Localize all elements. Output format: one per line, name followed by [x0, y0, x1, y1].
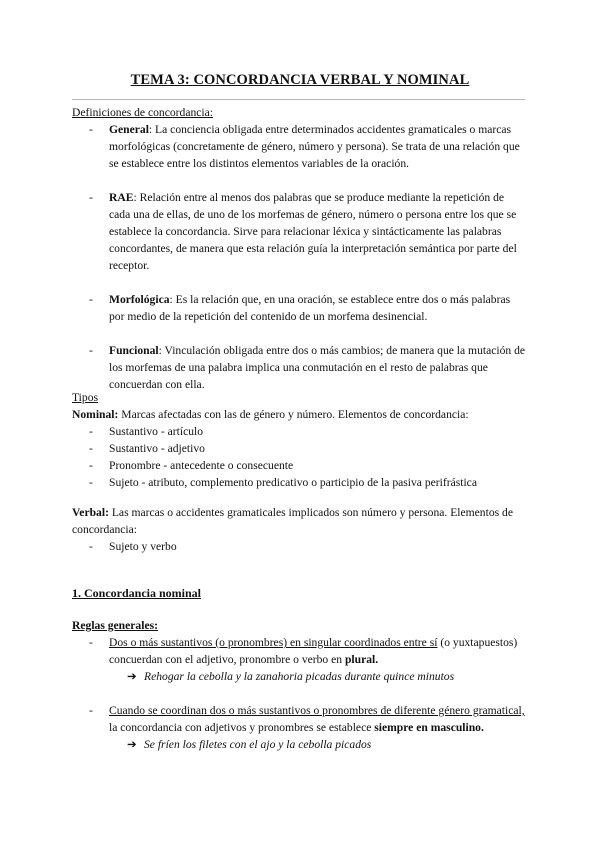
list-item-text: Sustantivo - artículo	[109, 425, 204, 438]
nominal-paragraph	[72, 406, 528, 423]
rule-bold: plural.	[344, 653, 379, 666]
title-divider	[72, 99, 525, 100]
rule-text: la concordancia con adjetivos y pronombres se establece	[109, 721, 375, 734]
section-1	[72, 585, 528, 602]
dash-bullet: -	[89, 442, 93, 455]
rule-underlined: Dos o más sustantivos (o pronombres) en singular coordinados entre sí	[109, 636, 438, 649]
definitions-section	[72, 104, 528, 393]
arrow-icon: ➔	[127, 738, 137, 751]
example-text: Rehogar la cebolla y la zanahoria picadas durante quince minutos	[144, 670, 455, 683]
rule-item	[72, 634, 528, 668]
dash-bullet: -	[89, 191, 93, 204]
nominal-label: Nominal:	[72, 408, 119, 421]
rule-item	[72, 702, 528, 736]
definition-item	[72, 121, 528, 172]
nominal-text: Marcas afectadas con las de género y número. Elementos de concordancia:	[118, 408, 469, 421]
example-item	[72, 736, 528, 753]
definition-item	[72, 189, 528, 274]
verbal-paragraph	[72, 504, 528, 538]
dash-bullet: -	[89, 476, 93, 489]
definition-item	[72, 342, 528, 393]
dash-bullet: -	[89, 425, 93, 438]
rule-underlined: Cuando se coordinan dos o más sustantivos o pronombres de diferente género gramatical,	[109, 704, 525, 717]
example-item	[72, 668, 528, 685]
dash-bullet: -	[89, 636, 93, 649]
list-item	[72, 423, 528, 440]
definition-text: : La conciencia obligada entre determinados accidentes gramaticales o marcas morfológicas (concretamente de género, número y persona). Se trata de una relación que se establece entre los distintos elementos variables de la oración.	[109, 123, 520, 170]
definition-term: Morfológica	[109, 293, 170, 306]
tipos-section	[72, 389, 528, 491]
tipos-heading: Tipos	[72, 391, 99, 404]
list-item-text: Sustantivo - adjetivo	[109, 442, 205, 455]
rule-text: (o yuxtapuestos) concuerdan con el adjetivo, pronombre o verbo en	[109, 636, 518, 666]
list-item	[72, 538, 528, 555]
arrow-icon: ➔	[127, 670, 137, 683]
definition-item	[72, 291, 528, 325]
page-title: TEMA 3: CONCORDANCIA VERBAL Y NOMINAL	[130, 72, 470, 88]
definition-term: RAE	[109, 191, 134, 204]
rules-heading: Reglas generales:	[72, 619, 158, 632]
verbal-text: Las marcas o accidentes gramaticales implicados son número y persona. Elementos de concordancia:	[72, 506, 513, 536]
list-item	[72, 474, 528, 491]
dash-bullet: -	[89, 459, 93, 472]
definition-term: Funcional	[109, 344, 159, 357]
dash-bullet: -	[89, 540, 93, 553]
dash-bullet: -	[89, 293, 93, 306]
definition-text: : Vinculación obligada entre dos o más cambios; de manera que la mutación de los morfemas de una palabra implica una conmutación en el resto de palabras que concuerdan con ella.	[109, 344, 526, 391]
list-item-text: Pronombre - antecedente o consecuente	[109, 459, 294, 472]
dash-bullet: -	[89, 344, 93, 357]
definition-text: : Relación entre al menos dos palabras que se produce mediante la repetición de cada una de ellas, de uno de los morfemas de género, número o persona entre los que se establece la concordancia. Sirve para relacionar léxica y sintácticamente las palabras concordantes, de manera que esta relación guía la interpretación semántica por parte del receptor.	[109, 191, 517, 272]
example-text: Se fríen los filetes con el ajo y la cebolla picados	[144, 738, 372, 751]
rule-bold: siempre en masculino.	[374, 721, 484, 734]
list-item	[72, 457, 528, 474]
verbal-section	[72, 504, 528, 555]
verbal-label: Verbal:	[72, 506, 109, 519]
rules-section	[72, 617, 528, 753]
dash-bullet: -	[89, 123, 93, 136]
definition-term: General	[109, 123, 149, 136]
list-item	[72, 440, 528, 457]
definition-text: : Es la relación que, en una oración, se establece entre dos o más palabras por medio de la repetición del contenido de un morfema desinencial.	[109, 293, 511, 323]
list-item-text: Sujeto - atributo, complemento predicativo o participio de la pasiva perifrástica	[109, 476, 477, 489]
list-item-text: Sujeto y verbo	[109, 540, 177, 553]
dash-bullet: -	[89, 704, 93, 717]
definitions-heading: Definiciones de concordancia:	[72, 106, 213, 119]
section-heading: 1. Concordancia nominal	[72, 586, 202, 600]
